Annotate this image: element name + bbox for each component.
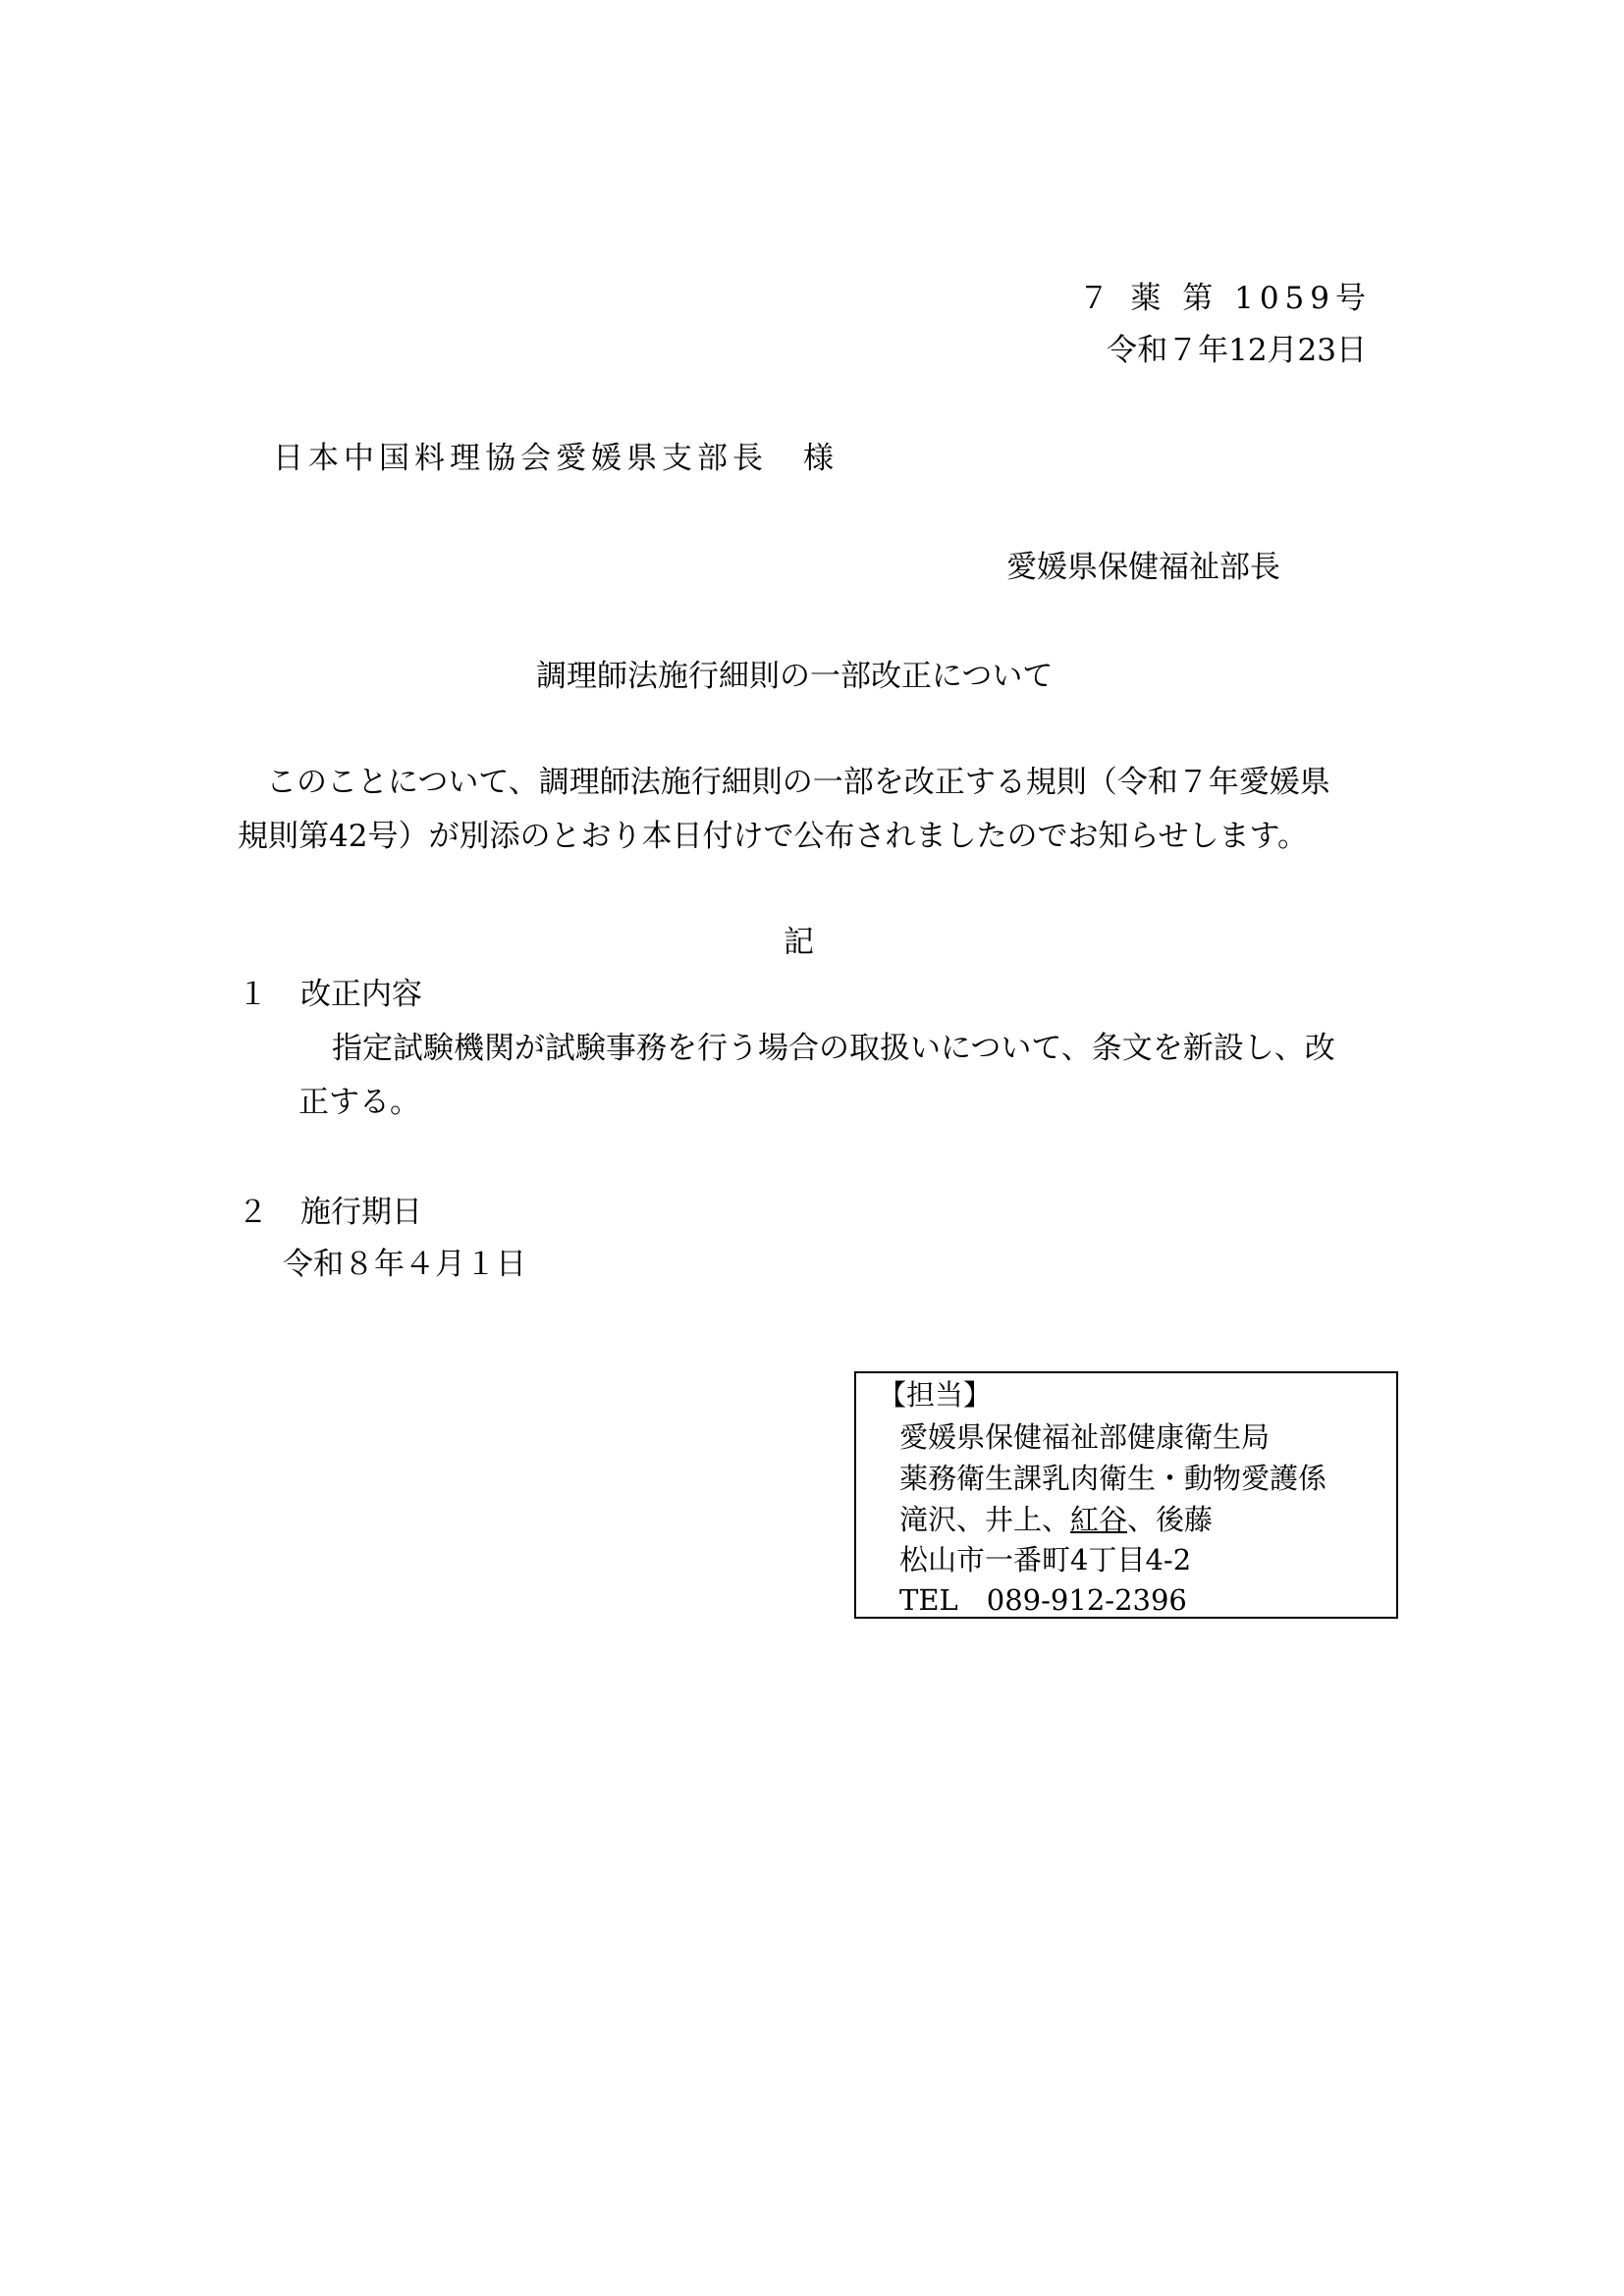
section-2-number: ２ — [238, 1195, 268, 1230]
contact-department: 愛媛県保健福祉部健康衛生局 — [899, 1420, 1271, 1454]
contact-label: 【担当】 — [878, 1378, 993, 1412]
contact-box — [854, 1371, 1398, 1619]
section-2-heading — [238, 1195, 422, 1230]
section-1-title: 改正内容 — [300, 977, 422, 1012]
body-paragraph-line-2: 規則第42号）が別添のとおり本日付けで公布されましたのでお知らせします。 — [238, 819, 1309, 854]
contact-tel: TEL 089-912-2396 — [899, 1583, 1187, 1617]
section-1-heading — [238, 977, 422, 1012]
section-1-number: １ — [238, 977, 268, 1012]
contact-staff-part-1: 滝沢、井上、 — [899, 1503, 1071, 1536]
body-paragraph-line-1: このことについて、調理師法施行細則の一部を改正する規則（令和７年愛媛県 — [266, 765, 1330, 800]
contact-staff — [899, 1503, 1214, 1536]
section-1-body-line-2: 正する。 — [298, 1085, 420, 1120]
contact-section: 薬務衛生課乳肉衛生・動物愛護係 — [899, 1462, 1327, 1495]
contact-address: 松山市一番町4丁目4-2 — [899, 1543, 1192, 1576]
section-2-title: 施行期日 — [300, 1195, 422, 1230]
contact-staff-underlined: 紅谷 — [1070, 1503, 1128, 1536]
section-1-body-line-1: 指定試験機関が試験事務を行う場合の取扱いについて、条文を新設し、改 — [332, 1031, 1335, 1066]
sender: 愛媛県保健福祉部長 — [1006, 550, 1280, 585]
contact-staff-part-2: 、後藤 — [1127, 1503, 1214, 1536]
subject-title: 調理師法施行細則の一部改正について — [536, 659, 1054, 694]
document-date: 令和７年12月23日 — [1107, 333, 1367, 368]
ki-heading: 記 — [784, 925, 814, 960]
document-number: ７ 薬 第 1059号 — [1078, 281, 1372, 316]
recipient: 日本中国料理協会愛媛県支部長 様 — [273, 441, 839, 476]
section-2-body-line-1: 令和８年４月１日 — [283, 1247, 526, 1282]
